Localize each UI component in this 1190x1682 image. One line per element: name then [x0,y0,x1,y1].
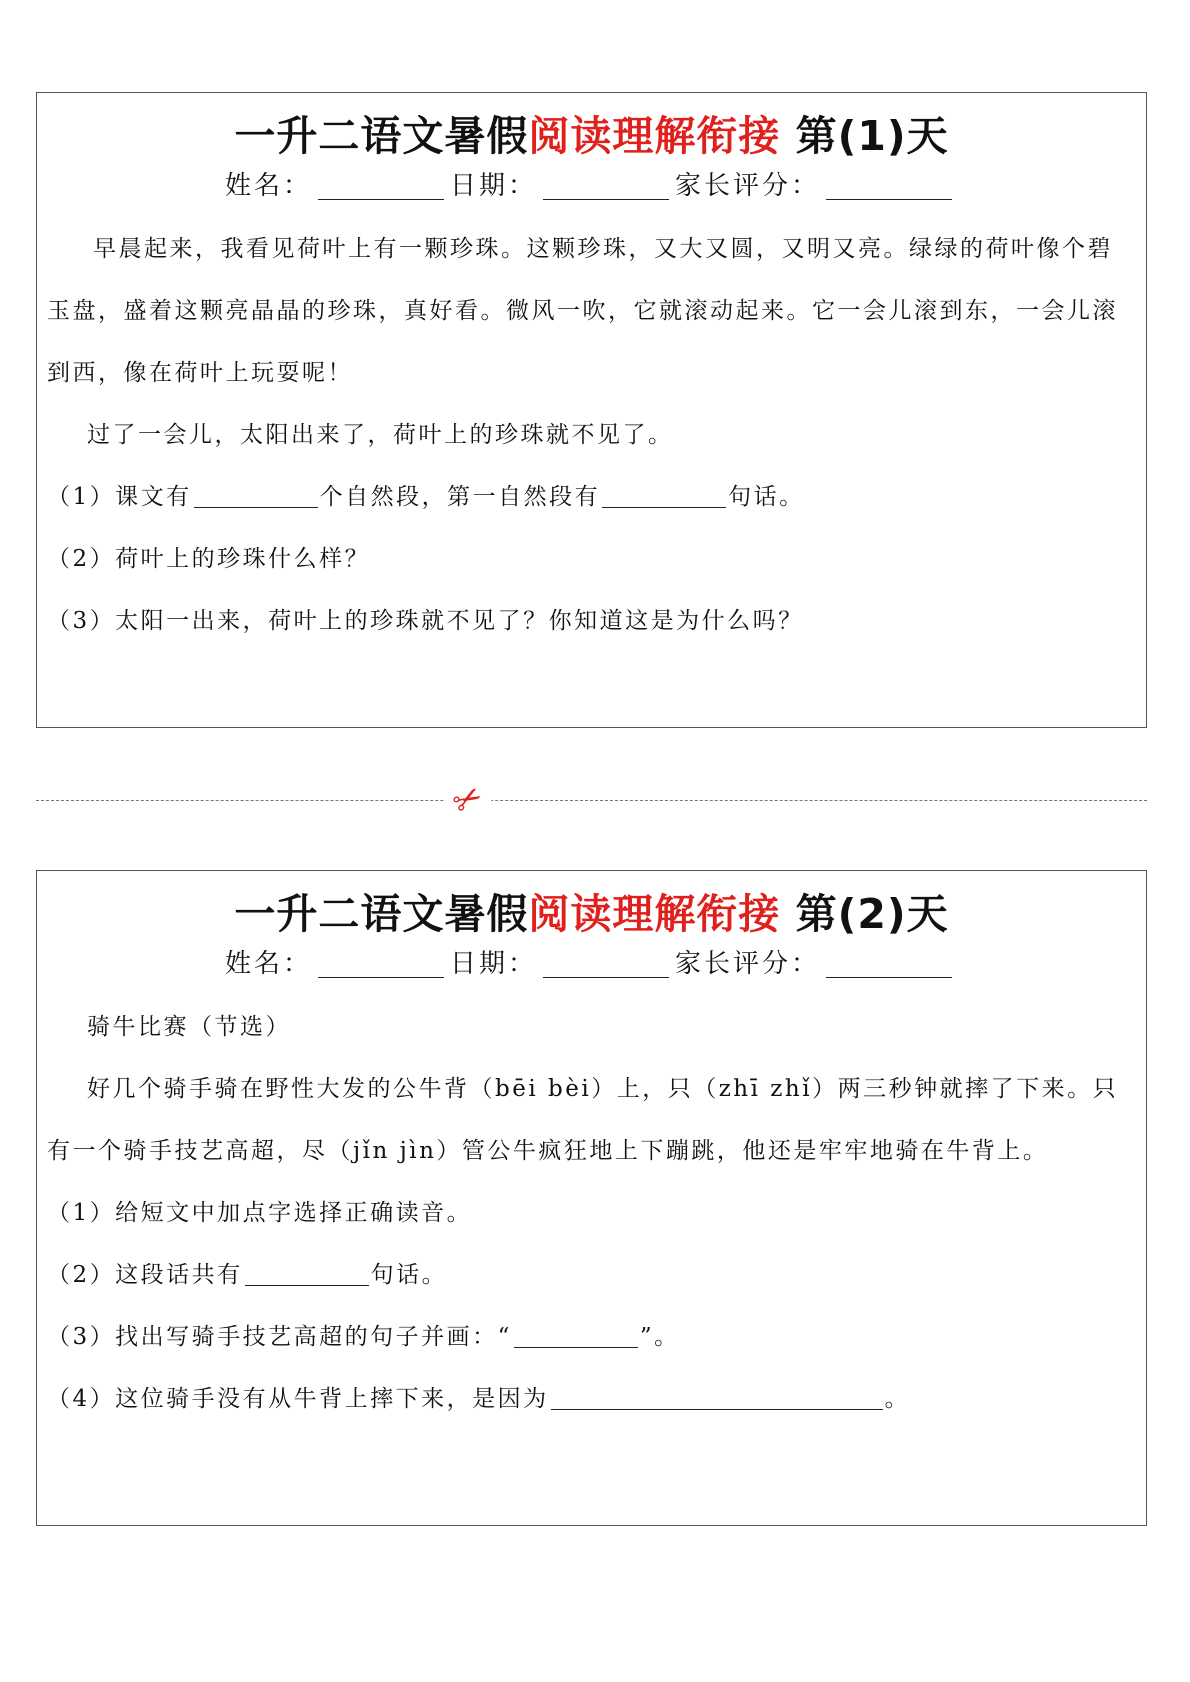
passage-heading: 骑牛比赛（节选） [87,1014,291,1040]
question-3: （3）太阳一出来，荷叶上的珍珠就不见了？你知道这是为什么吗？ [47,608,804,634]
date-field[interactable] [543,173,669,200]
title-highlight: 阅读理解衔接 [528,890,781,938]
date-label: 日期： [449,171,537,201]
answer-blank[interactable] [194,483,318,508]
question-1: （1）给短文中加点字选择正确读音。 [47,1200,473,1226]
question-2 [47,1244,1136,1306]
score-field[interactable] [826,951,952,978]
scissors-icon: ✂ [441,773,496,828]
question-text: 个自然段，第一自然段有 [319,484,601,510]
reading-passage [47,218,1136,652]
answer-blank[interactable] [245,1261,369,1286]
title-suffix: 第(2)天 [780,890,949,938]
title-prefix: 一升二语文暑假 [234,890,529,938]
cut-line [36,800,1147,801]
answer-blank[interactable] [602,483,726,508]
question-text: 句话。 [370,1262,448,1288]
question-3 [47,1306,1136,1368]
date-field[interactable] [543,951,669,978]
name-label: 姓名： [224,949,312,979]
page-title [37,103,1146,162]
title-prefix: 一升二语文暑假 [234,112,529,160]
title-highlight: 阅读理解衔接 [528,112,781,160]
page-title [37,881,1146,940]
question-4 [47,1368,1136,1430]
score-field[interactable] [826,173,952,200]
worksheet-day-2 [36,870,1147,1526]
question-text: 。 [884,1386,911,1412]
passage-paragraph: 好几个骑手骑在野性大发的公牛背（bēi bèi）上，只（zhī zhǐ）两三秒钟就摔了下来。只有一个骑手技艺高超，尽（jǐn jìn）管公牛疯狂地上下蹦跳，他还是牢牢地骑在牛背上。 [47,1076,1119,1164]
question-text: （4）这位骑手没有从牛背上摔下来，是因为 [47,1386,549,1412]
question-text: （3）找出写骑手技艺高超的句子并画：“ [47,1324,512,1350]
question-text: （1）课文有 [47,484,192,510]
passage-paragraph: 早晨起来，我看见荷叶上有一颗珍珠。这颗珍珠，又大又圆，又明又亮。绿绿的荷叶像个碧玉盘，盛着这颗亮晶晶的珍珠，真好看。微风一吹，它就滚动起来。它一会儿滚到东，一会儿滚到西，像在荷叶上玩耍呢！ [47,236,1118,386]
question-2: （2）荷叶上的珍珠什么样？ [47,546,371,572]
student-info-row [37,943,1146,980]
date-label: 日期： [449,949,537,979]
passage-paragraph: 过了一会儿，太阳出来了，荷叶上的珍珠就不见了。 [87,422,674,448]
question-text: （2）这段话共有 [47,1262,243,1288]
name-field[interactable] [318,951,444,978]
student-info-row [37,165,1146,202]
question-text: ”。 [639,1324,680,1350]
score-label: 家长评分： [675,171,821,201]
worksheet-day-1 [36,92,1147,728]
question-1 [47,466,1136,528]
reading-passage [47,996,1136,1430]
score-label: 家长评分： [675,949,821,979]
question-text: 句话。 [728,484,805,510]
title-suffix: 第(1)天 [780,112,949,160]
answer-blank[interactable] [514,1323,638,1348]
name-label: 姓名： [224,171,312,201]
name-field[interactable] [318,173,444,200]
answer-blank[interactable] [551,1385,883,1410]
